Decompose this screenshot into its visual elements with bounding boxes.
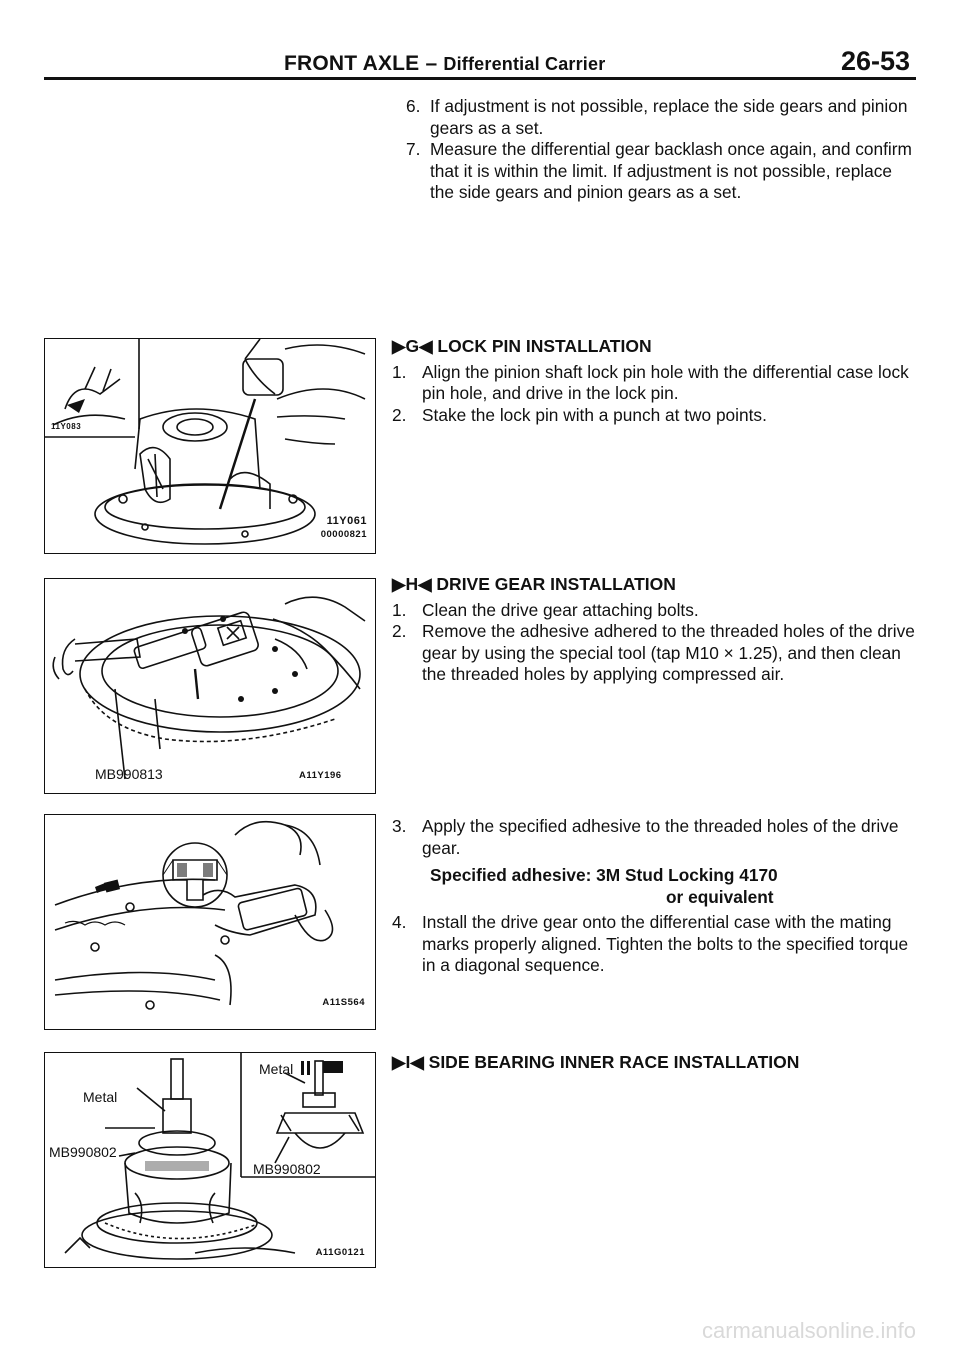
section-h-step-3: 3. Apply the specified adhesive to the threaded holes of the drive gear. <box>392 816 899 858</box>
lock-pin-illustration <box>45 339 375 553</box>
spec-label: Specified adhesive: <box>430 865 592 885</box>
tool-label-left: MB990802 <box>49 1144 117 1160</box>
intro-steps <box>392 96 916 204</box>
section-h <box>392 574 916 686</box>
figure-2-tool-label: MB990813 <box>95 766 163 782</box>
figure-lock-pin <box>44 338 376 554</box>
section-g-step-1: 1. Align the pinion shaft lock pin hole with the differential case lock pin hole, and drive in the lock pin. <box>392 361 909 403</box>
section-g-step-2: 2. Stake the lock pin with a punch at two points. <box>392 404 767 425</box>
figure-adhesive <box>44 814 376 1030</box>
figure-1-code: 11Y061 <box>326 515 367 527</box>
figure-tap-tool <box>44 578 376 794</box>
metal-label-left: Metal <box>83 1089 118 1105</box>
section-h-step-4: 4. Install the drive gear onto the differential case with the mating marks properly aligned. Tighten the bolts to the specified torque in a diagonal sequence. <box>392 912 909 975</box>
tap-tool-illustration <box>45 579 375 793</box>
title-dash: – <box>425 52 438 75</box>
metal-label-right: Metal <box>259 1061 294 1077</box>
header-rule <box>44 77 916 80</box>
tool-label-right: MB990802 <box>253 1161 321 1177</box>
section-title: FRONT AXLE <box>284 52 420 75</box>
step-7: 7. Measure the differential gear backlash once again, and confirm that it is within the limit. If adjustment is not possible, replace the side gears and pinion gears as a set. <box>406 139 912 202</box>
watermark: carmanualsonline.info <box>701 1318 916 1343</box>
step-6: 6. If adjustment is not possible, replace the side gears and pinion gears as a set. <box>406 96 908 138</box>
side-bearing-illustration <box>45 1053 375 1267</box>
specified-adhesive <box>392 865 916 908</box>
figure-2-code: A11Y196 <box>299 770 342 781</box>
section-h-step-1: 1. Clean the drive gear attaching bolts. <box>392 599 699 620</box>
header-title <box>284 52 605 76</box>
section-g-heading: ▶G◀ LOCK PIN INSTALLATION <box>392 336 652 356</box>
figure-3-code: A11S564 <box>322 997 365 1008</box>
section-h-heading: ▶H◀ DRIVE GEAR INSTALLATION <box>392 574 676 594</box>
spec-value-alt: or equivalent <box>666 886 774 907</box>
page-number: 26-53 <box>840 46 910 76</box>
section-g <box>392 336 916 426</box>
section-i-heading: ▶I◀ SIDE BEARING INNER RACE INSTALLATION <box>392 1052 800 1072</box>
section-h-step-2: 2. Remove the adhesive adhered to the threaded holes of the drive gear by using the special tool (tap M10 × 1.25), and then clean the threaded holes by applying compressed air. <box>392 621 915 684</box>
figure-side-bearing <box>44 1052 376 1268</box>
page-header <box>44 42 916 82</box>
subsection-title: Differential Carrier <box>443 54 606 74</box>
section-h-continued <box>392 816 916 977</box>
spec-value: 3M Stud Locking 4170 <box>596 865 778 885</box>
figure-1-sub-code: 00000821 <box>320 529 367 540</box>
section-i <box>392 1052 916 1078</box>
figure-1-small-tag: 11Y083 <box>51 422 82 431</box>
figure-4-code: A11G0121 <box>315 1247 365 1258</box>
